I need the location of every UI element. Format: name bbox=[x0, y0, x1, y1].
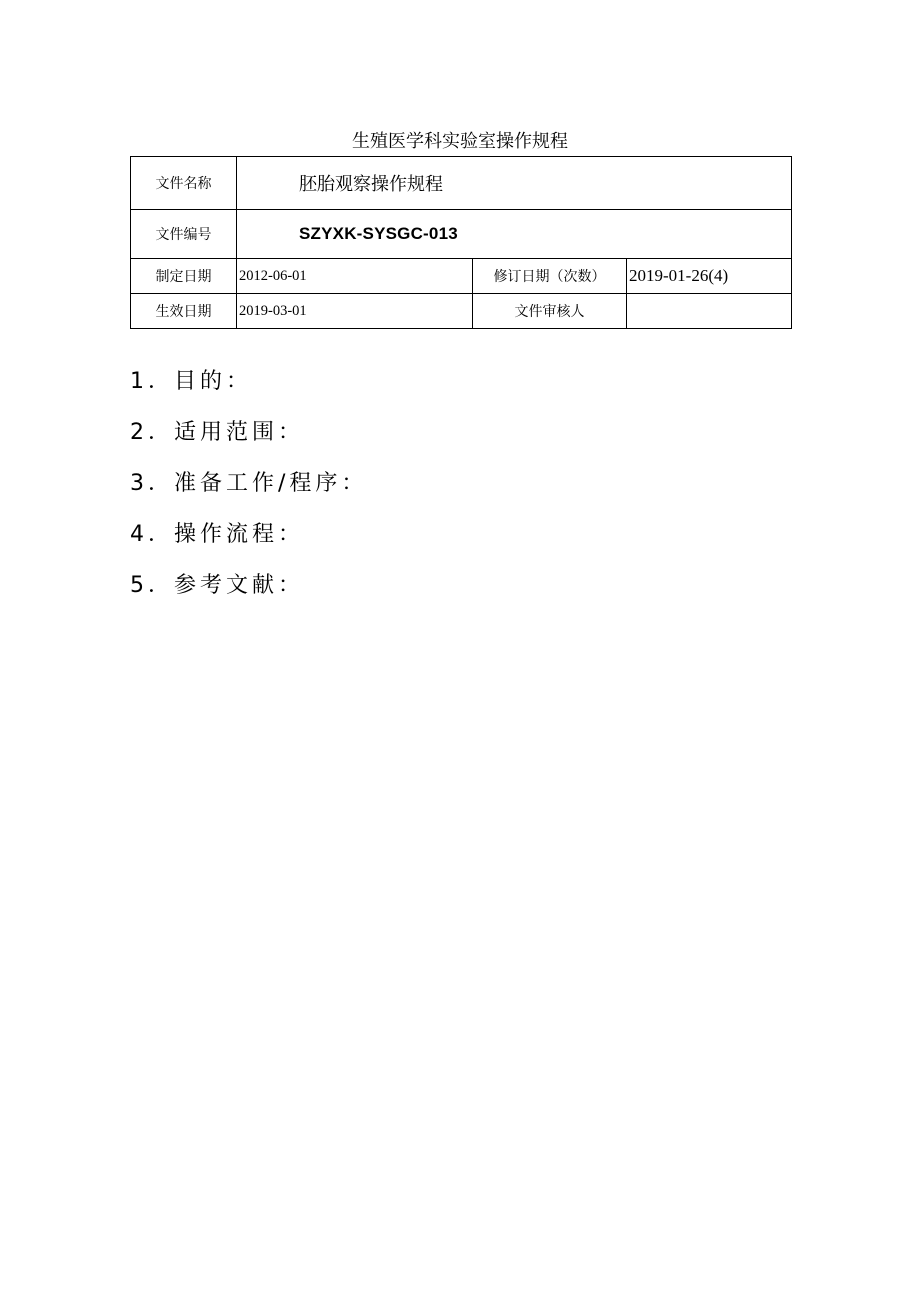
effective-date-label: 生效日期 bbox=[131, 294, 237, 329]
document-title: 生殖医学科实验室操作规程 bbox=[352, 131, 568, 152]
section-preparation: 3．准备工作/程序： bbox=[130, 471, 368, 496]
effective-row bbox=[131, 294, 792, 329]
file-number-value: SZYXK-SYSGC-013 bbox=[237, 210, 792, 259]
file-number-label: 文件编号 bbox=[131, 210, 237, 259]
revision-date-label: 修订日期（次数） bbox=[473, 259, 627, 294]
effective-date-value: 2019-03-01 bbox=[237, 294, 473, 329]
document-info-table bbox=[130, 156, 792, 329]
file-number-row bbox=[131, 210, 792, 259]
section-list bbox=[130, 362, 367, 617]
section-scope: 2．适用范围： bbox=[130, 420, 304, 445]
reviewer-label: 文件审核人 bbox=[473, 294, 627, 329]
created-date-value: 2012-06-01 bbox=[237, 259, 473, 294]
reviewer-value bbox=[627, 294, 792, 329]
dates-row bbox=[131, 259, 792, 294]
section-procedure: 4．操作流程： bbox=[130, 522, 304, 547]
section-purpose: 1．目的： bbox=[130, 369, 252, 394]
section-references: 5．参考文献： bbox=[130, 573, 304, 598]
revision-date-value: 2019-01-26(4) bbox=[627, 259, 792, 294]
file-name-label: 文件名称 bbox=[131, 157, 237, 210]
file-name-value: 胚胎观察操作规程 bbox=[237, 157, 792, 210]
created-date-label: 制定日期 bbox=[131, 259, 237, 294]
file-name-row bbox=[131, 157, 792, 210]
